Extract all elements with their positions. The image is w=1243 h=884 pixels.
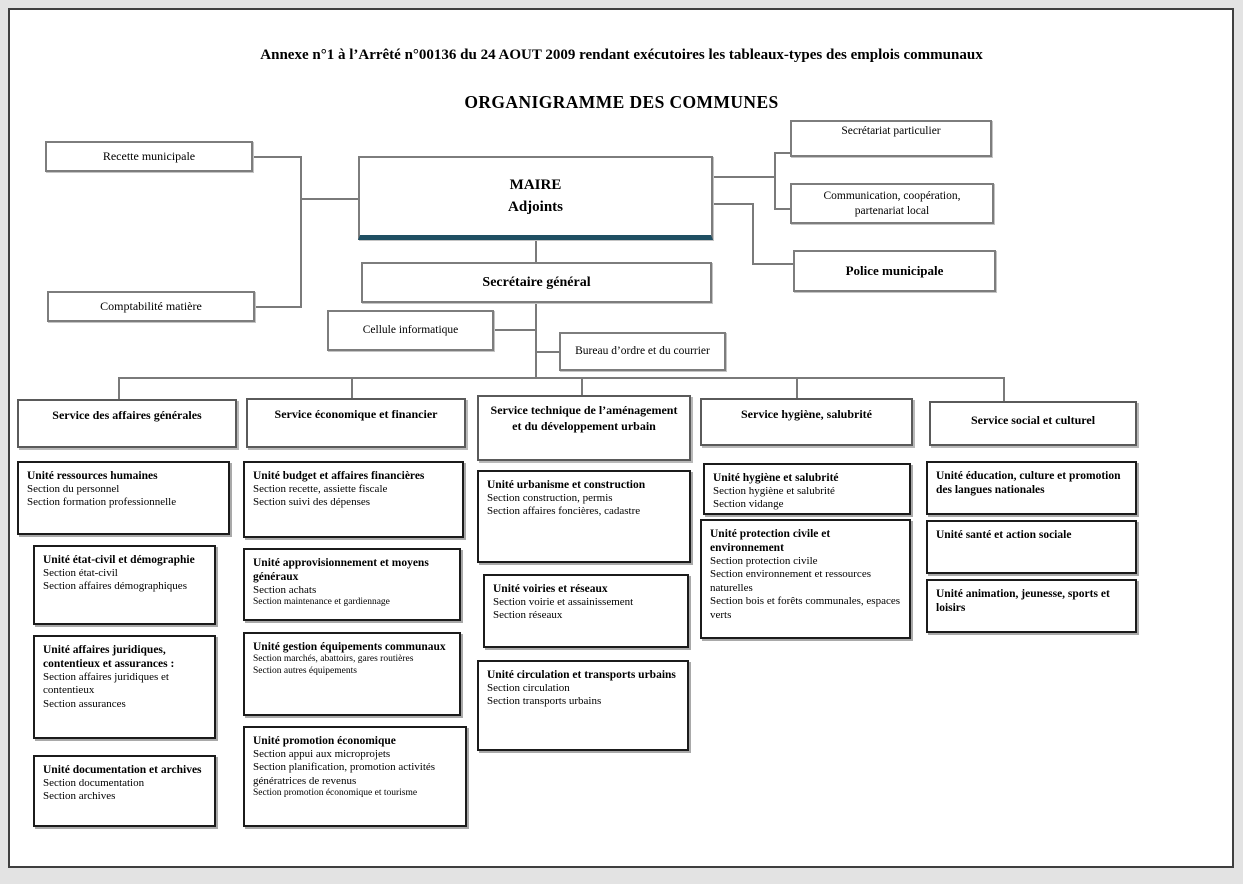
unit-section: Section documentation <box>43 777 145 790</box>
unit-section: Section archives <box>43 790 116 803</box>
box-label: Secrétaire général <box>482 274 591 290</box>
unit-ressources-humaines <box>17 461 230 535</box>
unit-section: Section hygiène et salubrité <box>713 485 835 498</box>
unit-section: Section affaires démographiques <box>43 580 187 593</box>
box-police-municipale <box>793 250 996 292</box>
unit-section: Section bois et forêts communales, espaces verts <box>710 595 901 621</box>
connector <box>713 203 753 205</box>
unit-section: Section planification, promotion activités génératrices de revenus <box>253 761 436 787</box>
connector <box>253 156 301 158</box>
connector <box>774 152 790 154</box>
connector <box>774 152 776 210</box>
unit-section: Section affaires foncières, cadastre <box>487 505 641 518</box>
connector <box>535 351 561 353</box>
unit-documentation-archives <box>33 755 216 827</box>
unit-section: Section suivi des dépenses <box>253 496 371 509</box>
service-technique-urbain <box>477 395 691 461</box>
unit-section: Section réseaux <box>493 609 563 622</box>
unit-section: Section du personnel <box>27 483 120 496</box>
connector <box>774 208 790 210</box>
unit-section: Section voirie et assainissement <box>493 596 634 609</box>
box-cellule-informatique <box>327 310 494 351</box>
unit-section: Section vidange <box>713 498 784 511</box>
unit-animation-jeunesse-sports <box>926 579 1137 633</box>
unit-title: Unité gestion équipements communaux <box>253 641 446 653</box>
box-label: Police municipale <box>845 262 944 278</box>
service-title: Service social et culturel <box>970 413 1096 427</box>
unit-protection-civile-environnement <box>700 519 911 639</box>
box-label: Communication, coopération, partenariat local <box>823 190 961 217</box>
adjoints-label: Adjoints <box>507 198 563 215</box>
unit-section: Section environnement et ressources naturelles <box>710 568 871 594</box>
box-label: Secrétariat particulier <box>841 125 941 137</box>
unit-budget-affaires-financieres <box>243 461 464 538</box>
unit-approvisionnement-moyens <box>243 548 461 621</box>
unit-title: Unité circulation et transports urbains <box>487 669 676 681</box>
connector <box>535 303 537 379</box>
service-social-culturel <box>929 401 1137 446</box>
unit-title: Unité promotion économique <box>253 735 396 747</box>
unit-title: Unité santé et action sociale <box>936 529 1072 541</box>
maire-label: MAIRE <box>509 176 562 193</box>
connector <box>581 377 583 395</box>
box-recette-municipale <box>45 141 253 172</box>
unit-section: Section achats <box>253 584 317 597</box>
unit-section: Section autres équipements <box>253 665 357 676</box>
connector <box>752 263 793 265</box>
unit-title: Unité hygiène et salubrité <box>713 472 839 484</box>
unit-section: Section transports urbains <box>487 695 602 708</box>
box-communication-cooperation <box>790 183 994 224</box>
unit-section: Section état-civil <box>43 567 118 580</box>
unit-section: Section marchés, abattoirs, gares routières <box>253 654 414 665</box>
box-maire-adjoints <box>358 156 713 240</box>
unit-education-culture-langues <box>926 461 1137 515</box>
connector <box>351 377 353 398</box>
unit-title: Unité protection civile et environnement <box>710 528 831 555</box>
unit-title: Unité approvisionnement et moyens généraux <box>253 557 429 584</box>
service-title: Service économique et financier <box>274 407 438 421</box>
box-comptabilite-matiere <box>47 291 255 322</box>
box-secretariat-particulier <box>790 120 992 157</box>
unit-title: Unité affaires juridiques, contentieux et assurances : <box>43 644 175 671</box>
box-label: Comptabilité matière <box>100 299 202 313</box>
unit-title: Unité budget et affaires financières <box>253 470 425 482</box>
annexe-title: Annexe n°1 à l’Arrêté n°00136 du 24 AOUT 2009 rendant exécutoires les tableaux-types des emplois communaux <box>260 47 983 63</box>
unit-title: Unité documentation et archives <box>43 764 202 776</box>
unit-title: Unité urbanisme et construction <box>487 479 646 491</box>
unit-urbanisme-construction <box>477 470 691 563</box>
connector <box>300 198 358 200</box>
unit-section: Section maintenance et gardiennage <box>253 597 390 608</box>
unit-section: Section assurances <box>43 697 126 710</box>
page-title: ORGANIGRAMME DES COMMUNES <box>464 92 779 112</box>
service-title: Service technique de l’aménagement et du développement urbain <box>490 403 678 433</box>
unit-gestion-equipements <box>243 632 461 716</box>
unit-title: Unité voiries et réseaux <box>493 583 608 595</box>
unit-promotion-economique <box>243 726 467 827</box>
connector <box>118 377 120 399</box>
connector <box>1003 377 1005 401</box>
box-label: Recette municipale <box>102 149 196 163</box>
unit-section: Section construction, permis <box>487 492 613 505</box>
service-hygiene-salubrite <box>700 398 913 446</box>
service-economique-financier <box>246 398 466 448</box>
unit-circulation-transports <box>477 660 689 751</box>
unit-title: Unité ressources humaines <box>27 470 158 482</box>
unit-section: Section formation professionnelle <box>27 496 177 509</box>
unit-title: Unité éducation, culture et promotion des langues nationales <box>936 470 1121 497</box>
unit-section: Section circulation <box>487 682 570 695</box>
unit-affaires-juridiques <box>33 635 216 739</box>
connector <box>796 377 798 398</box>
unit-section: Section affaires juridiques et contentieux <box>43 671 169 697</box>
service-affaires-generales <box>17 399 237 448</box>
connector <box>118 377 1005 379</box>
unit-sante-action-sociale <box>926 520 1137 574</box>
unit-section: Section promotion économique et tourisme <box>253 788 418 799</box>
connector <box>752 203 754 265</box>
unit-section: Section protection civile <box>710 555 818 568</box>
connector <box>255 306 301 308</box>
unit-title: Unité état-civil et démographie <box>43 554 195 566</box>
connector <box>300 156 302 308</box>
unit-voiries-reseaux <box>483 574 689 648</box>
box-label: Bureau d’ordre et du courrier <box>575 345 710 358</box>
unit-etat-civil-demographie <box>33 545 216 625</box>
service-title: Service hygiène, salubrité <box>741 407 872 421</box>
connector <box>494 329 536 331</box>
connector <box>535 240 537 262</box>
unit-section: Section recette, assiette fiscale <box>253 483 388 496</box>
unit-section: Section appui aux microprojets <box>253 748 391 761</box>
box-secretaire-general <box>361 262 712 303</box>
unit-hygiene-salubrite <box>703 463 911 515</box>
service-title: Service des affaires générales <box>52 408 202 422</box>
box-bureau-ordre-courrier <box>559 332 726 371</box>
unit-title: Unité animation, jeunesse, sports et loisirs <box>936 588 1110 615</box>
box-label: Cellule informatique <box>362 324 459 337</box>
connector <box>713 176 775 178</box>
